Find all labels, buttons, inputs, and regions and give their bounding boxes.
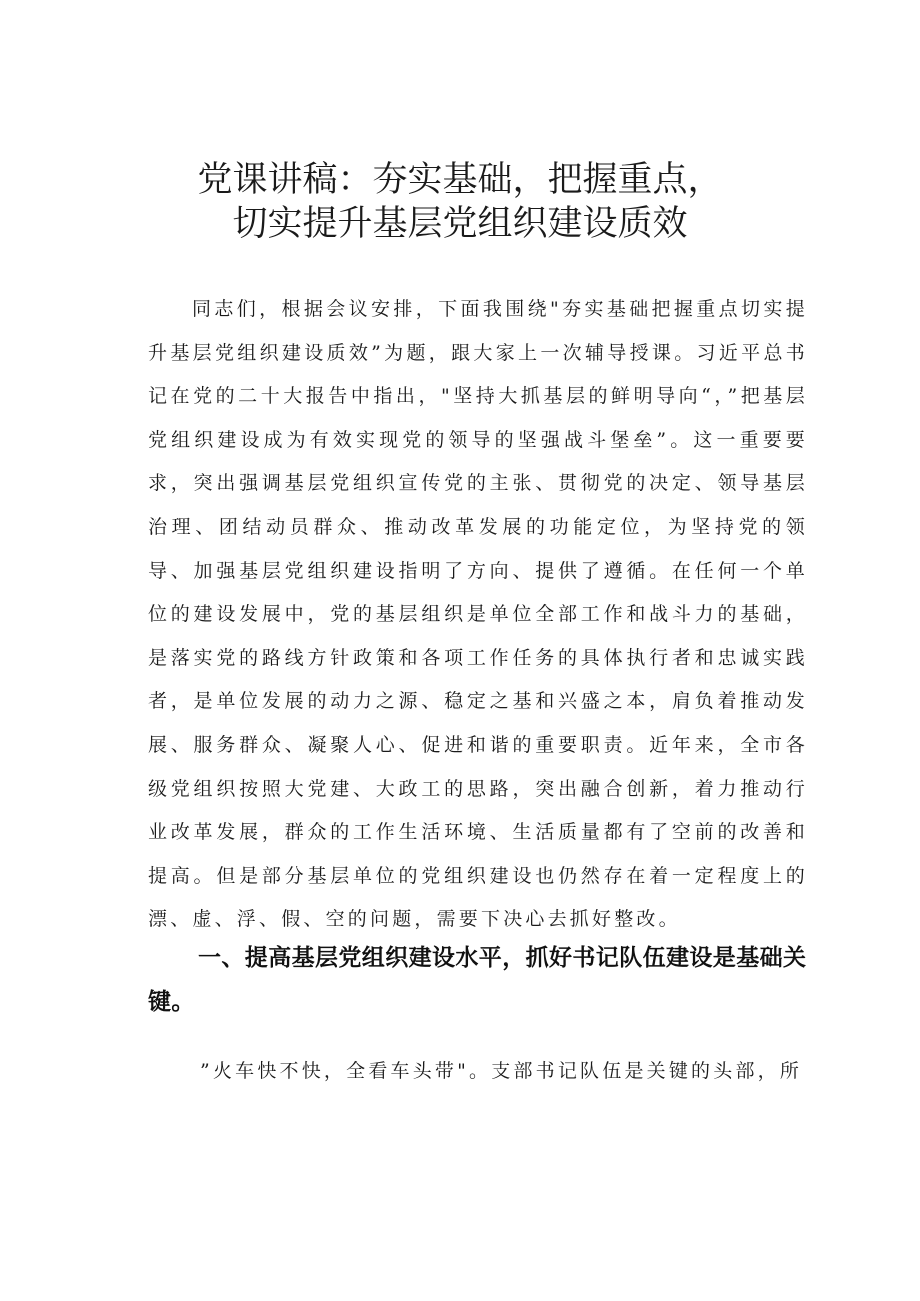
document-title-line-1: 党课讲稿：夯实基础，把握重点， — [197, 160, 723, 200]
body-paragraph-section-1: ”火车快不快，全看车头带"。支部书记队伍是关键的头部，所 — [200, 1060, 803, 1082]
document-title-line-2: 切实提升基层党组织建设质效 — [232, 204, 688, 244]
section-heading-1: 一、提高基层党组织建设水平，抓好书记队伍建设是基础关键。 — [148, 945, 807, 1015]
body-paragraph-intro: 同志们，根据会议安排，下面我围绕"夯实基础把握重点切实提升基层党组织建设质效”为题，跟大家上一次辅导授课。习近平总书记在党的二十大报告中指出，"坚持大抓基层的鲜明导向“，”把基层党组织建设成为有效实现党的领导的坚强战斗堡垒”。这一重要要求，突出强调基层党组织宣传党的主张、贯彻党的决定、领导基层治理、团结动员群众、推动改革发展的功能定位，为坚持党的领导、加强基层党组织建设指明了方向、提供了遵循。在任何一个单位的建设发展中，党的基层组织是单位全部工作和战斗力的基础，是落实党的路线方针政策和各项工作任务的具体执行者和忠诚实践者，是单位发展的动力之源、稳定之基和兴盛之本，肩负着推动发展、服务群众、凝聚人心、促进和谐的重要职责。近年来，全市各级党组织按照大党建、大政工的思路，突出融合创新，着力推动行业改革发展，群众的工作生活环境、生活质量都有了空前的改善和提高。但是部分基层单位的党组织建设也仍然存在着一定程度上的漂、虚、浮、假、空的问题，需要下决心去抓好整改。 — [148, 298, 808, 931]
